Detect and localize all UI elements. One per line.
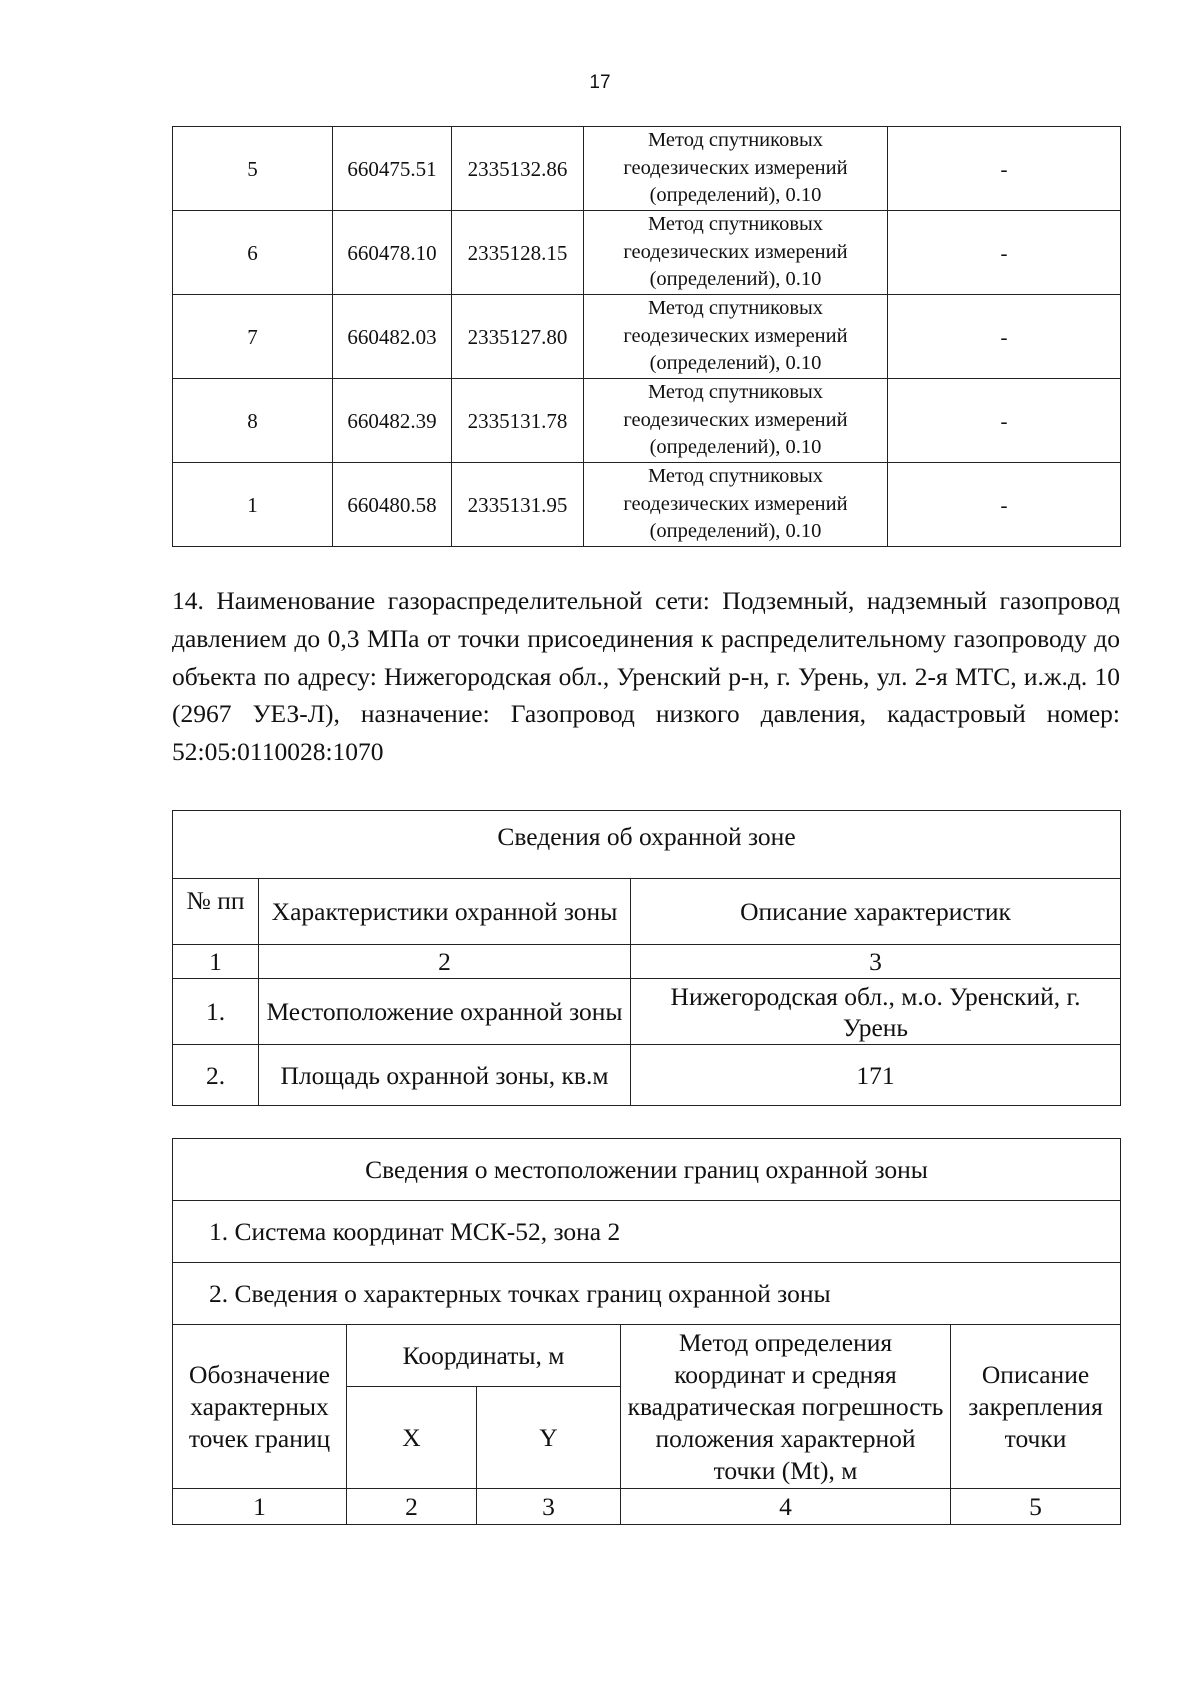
method-line: Метод спутниковых — [647, 213, 824, 236]
method — [584, 211, 888, 295]
col-number-4: 4 — [621, 1489, 951, 1525]
col-number-2: 2 — [259, 945, 631, 979]
col-header-x: X — [347, 1387, 477, 1489]
method-line: Метод спутниковых — [647, 297, 824, 320]
method-line: Метод спутниковых — [647, 465, 824, 488]
boundary-location-table — [172, 1138, 1121, 1525]
method — [584, 379, 888, 463]
page-number: 17 — [589, 72, 611, 93]
col-number-1: 1 — [173, 1489, 347, 1525]
coordinate-y: 2335132.86 — [452, 127, 584, 211]
method — [584, 295, 888, 379]
row-number: 1. — [173, 979, 259, 1045]
method-line: Метод спутниковых — [647, 381, 824, 404]
col-header-fixing-description: Описание закрепления точки — [951, 1325, 1121, 1489]
table-row — [173, 295, 1121, 379]
row-value: Нижегородская обл., м.о. Уренский, г. Урень — [631, 979, 1121, 1045]
coordinate-x: 660475.51 — [333, 127, 452, 211]
row-value: 171 — [631, 1045, 1121, 1106]
method-line: (определений), 0.10 — [649, 436, 822, 459]
point-number: 5 — [173, 127, 333, 211]
col-number-5: 5 — [951, 1489, 1121, 1525]
point-number: 6 — [173, 211, 333, 295]
col-header-method: Метод определения координат и средняя квадратическая погрешность положения характерной точки (Mt), м — [621, 1325, 951, 1489]
network-description-paragraph: 14. Наименование газораспределительной сети: Подземный, надземный газопровод давлением до 0,3 МПа от точки присоединения к распределительному газопроводу до объекта по адресу: Нижегородская обл., Уренский р-н, г. Урень, ул. 2-я МТС, и.ж.д. 10 (2967 УЕЗ-Л), назначение: Газопровод низкого давления, кадастровый номер: 52:05:0110028:1070 — [172, 586, 1120, 767]
table-row — [173, 463, 1121, 547]
method — [584, 463, 888, 547]
fixing-description: - — [888, 127, 1121, 211]
fixing-description: - — [888, 463, 1121, 547]
coordinate-x: 660478.10 — [333, 211, 452, 295]
method-line: геодезических измерений — [623, 408, 848, 431]
point-number: 7 — [173, 295, 333, 379]
col-header-number: № пп — [173, 879, 259, 945]
col-header-designation: Обозначение характерных точек границ — [173, 1325, 347, 1489]
table-row — [173, 211, 1121, 295]
fixing-description: - — [888, 379, 1121, 463]
method-line: (определений), 0.10 — [649, 184, 822, 207]
coordinate-y: 2335131.78 — [452, 379, 584, 463]
coordinate-y: 2335127.80 — [452, 295, 584, 379]
method-line: геодезических измерений — [623, 492, 848, 515]
coordinate-y: 2335131.95 — [452, 463, 584, 547]
col-number-2: 2 — [347, 1489, 477, 1525]
col-number-1: 1 — [173, 945, 259, 979]
coordinates-table — [172, 126, 1121, 547]
col-number-3: 3 — [631, 945, 1121, 979]
coordinate-x: 660482.03 — [333, 295, 452, 379]
points-section-title: 2. Сведения о характерных точках границ охранной зоны — [173, 1263, 1121, 1325]
coordinate-x: 660480.58 — [333, 463, 452, 547]
point-number: 8 — [173, 379, 333, 463]
col-number-3: 3 — [477, 1489, 621, 1525]
col-header-description: Описание характеристик — [631, 879, 1121, 945]
zone-table-title: Сведения об охранной зоне — [173, 811, 1121, 879]
method — [584, 127, 888, 211]
row-characteristic: Площадь охранной зоны, кв.м — [259, 1045, 631, 1106]
method-line: (определений), 0.10 — [649, 352, 822, 375]
bounds-table-title: Сведения о местоположении границ охранной зоны — [173, 1139, 1121, 1201]
col-header-characteristic: Характеристики охранной зоны — [259, 879, 631, 945]
col-header-coordinates: Координаты, м — [347, 1325, 621, 1387]
method-line: геодезических измерений — [623, 324, 848, 347]
coordinate-y: 2335128.15 — [452, 211, 584, 295]
row-number: 2. — [173, 1045, 259, 1106]
method-line: (определений), 0.10 — [649, 268, 822, 291]
col-header-y: Y — [477, 1387, 621, 1489]
coordinate-x: 660482.39 — [333, 379, 452, 463]
point-number: 1 — [173, 463, 333, 547]
table-row — [173, 379, 1121, 463]
row-characteristic: Местоположение охранной зоны — [259, 979, 631, 1045]
method-line: геодезических измерений — [623, 156, 848, 179]
coordinate-system: 1. Система координат МСК-52, зона 2 — [173, 1201, 1121, 1263]
method-line: геодезических измерений — [623, 240, 848, 263]
protection-zone-table — [172, 810, 1121, 1106]
fixing-description: - — [888, 211, 1121, 295]
fixing-description: - — [888, 295, 1121, 379]
method-line: Метод спутниковых — [647, 129, 824, 152]
table-row — [173, 127, 1121, 211]
method-line: (определений), 0.10 — [649, 520, 822, 543]
